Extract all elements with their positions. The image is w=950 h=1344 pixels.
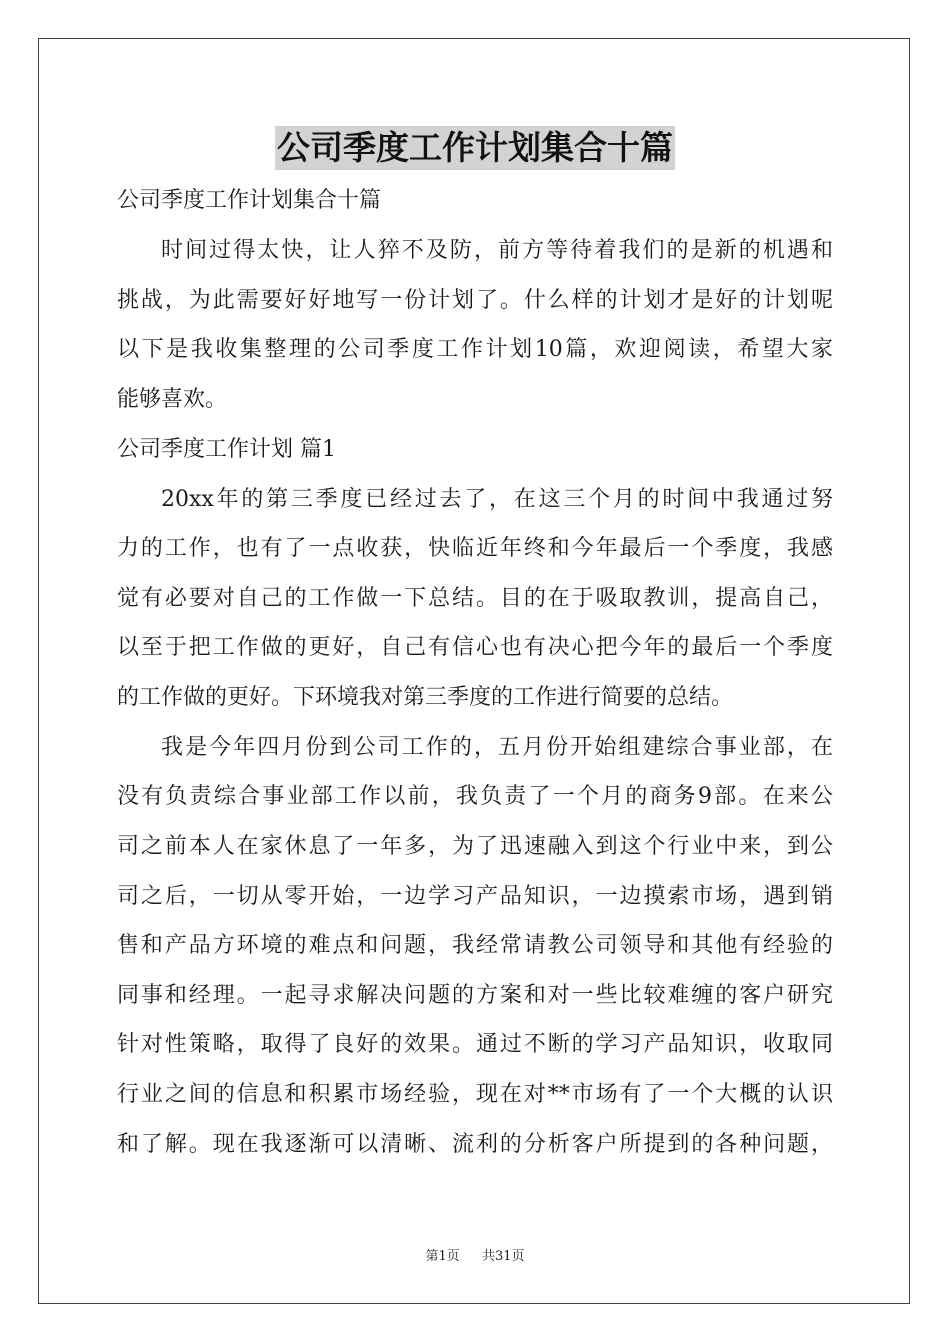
paragraph-line: 行业之间的信息和积累市场经验，现在对**市场有了一个大概的认识 [117, 1082, 833, 1107]
paragraph-line: 的工作做的更好。下环境我对第三季度的工作进行简要的总结。 [117, 685, 734, 710]
paragraph-line: 司之前本人在家休息了一年多，为了迅速融入到这个行业中来，到公 [117, 834, 833, 859]
section-heading: 公司季度工作计划 篇1 [117, 437, 336, 462]
paragraph-line: 觉有必要对自己的工作做一下总结。目的在于吸取教训，提高自己， [117, 586, 833, 611]
paragraph-line: 以至于把工作做的更好，自己有信心也有决心把今年的最后一个季度 [117, 635, 833, 660]
paragraph-line: 我是今年四月份到公司工作的，五月份开始组建综合事业部，在 [161, 735, 833, 760]
paragraph-line: 以下是我收集整理的公司季度工作计划10篇，欢迎阅读，希望大家 [117, 337, 833, 362]
paragraph-line: 针对性策略，取得了良好的效果。通过不断的学习产品知识，收取同 [117, 1032, 833, 1057]
title-wrapper [0, 126, 950, 170]
document-title: 公司季度工作计划集合十篇 [275, 126, 675, 170]
paragraph-line: 售和产品方环境的难点和问题，我经常请教公司领导和其他有经验的 [117, 933, 833, 958]
page-footer [0, 1248, 950, 1266]
paragraph-line: 力的工作，也有了一点收获，快临近年终和今年最后一个季度，我感 [117, 536, 833, 561]
paragraph-line: 能够喜欢。 [117, 387, 228, 412]
page-total: 共31页 [482, 1249, 525, 1264]
document-subtitle: 公司季度工作计划集合十篇 [117, 188, 382, 213]
paragraph-line: 时间过得太快，让人猝不及防，前方等待着我们的是新的机遇和 [161, 238, 833, 263]
paragraph-line: 司之后，一切从零开始，一边学习产品知识，一边摸索市场，遇到销 [117, 884, 833, 909]
paragraph-line: 没有负责综合事业部工作以前，我负责了一个月的商务9部。在来公 [117, 784, 833, 809]
page-border [38, 38, 910, 1304]
paragraph-line: 20xx年的第三季度已经过去了，在这三个月的时间中我通过努 [161, 487, 833, 512]
paragraph-line: 和了解。现在我逐渐可以清晰、流利的分析客户所提到的各种问题， [117, 1132, 833, 1157]
paragraph-line: 挑战，为此需要好好地写一份计划了。什么样的计划才是好的计划呢 [117, 288, 833, 313]
page-number: 第1页 [425, 1249, 460, 1264]
paragraph-line: 同事和经理。一起寻求解决问题的方案和对一些比较难缠的客户研究 [117, 983, 833, 1008]
